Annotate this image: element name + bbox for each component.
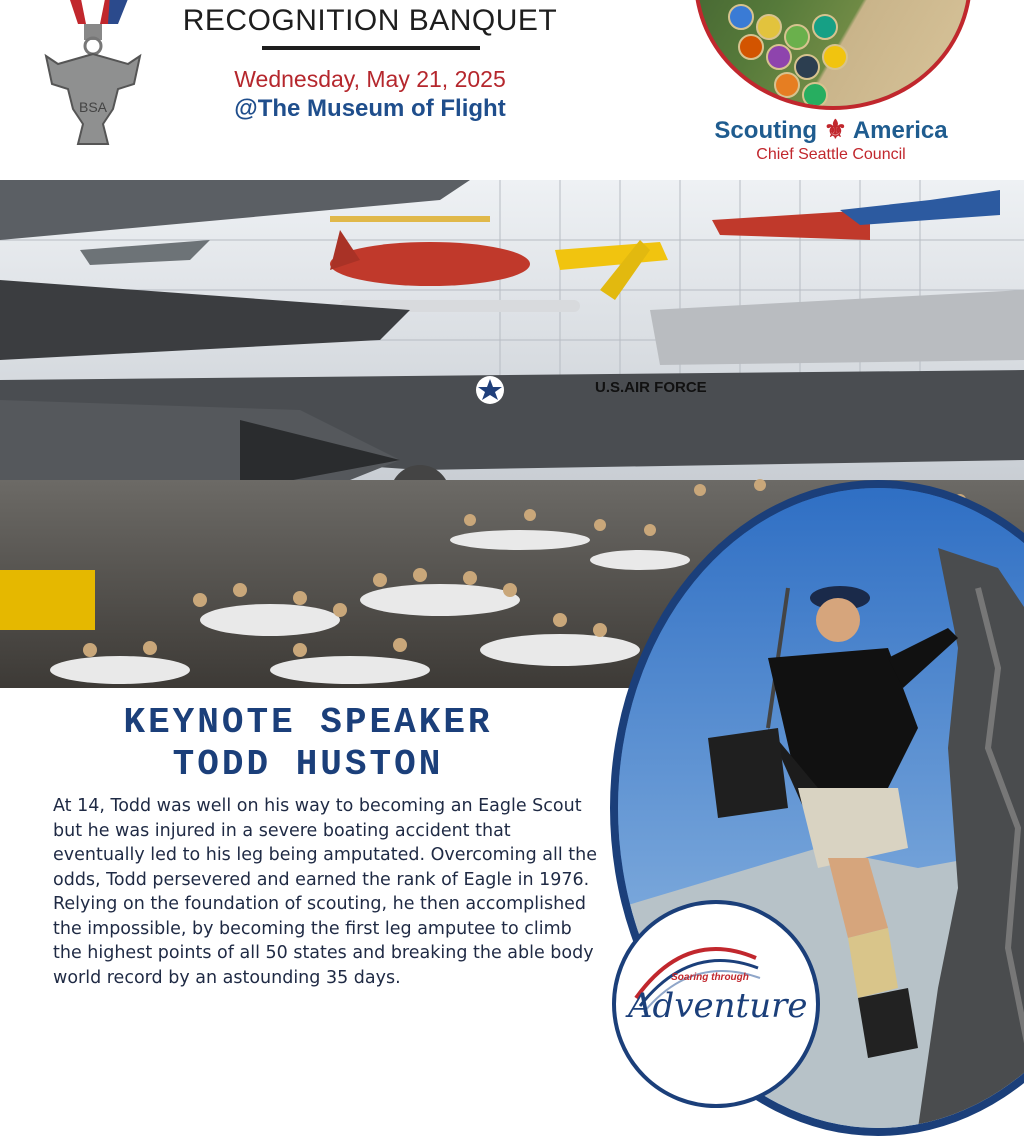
keynote-section [0,688,610,1024]
header [0,0,1024,180]
fleur-de-lis-icon: ⚜ [823,114,848,144]
event-title: RECOGNITION BANQUET [182,4,558,37]
logo-title: Adventure [628,986,808,1026]
speaker-bio: At 14, Todd was well on his way to becoming an Eagle Scout but he was injured in a severe boating accident that eventually led to his leg being amputated. Overcoming all the odds, Todd persevered and earned the rank of Eagle in 1976. Relying on the foundation of scouting, he then accomplished the impossible, by becoming the first leg amputee to climb the highest points of all 50 states and breaking the able body world record by an astounding 35 days. [53,796,598,988]
svg-text:BSA: BSA [78,99,108,115]
speaker-name: TODD HUSTON [172,744,444,785]
logo-tagline: Soaring through [671,972,749,983]
brand-name-left: Scouting [714,117,818,144]
keynote-label: KEYNOTE SPEAKER [123,702,493,743]
air-force-marking: U.S.AIR FORCE [595,379,707,396]
event-venue: @The Museum of Flight [234,95,506,122]
event-date: Wednesday, May 21, 2025 [234,66,506,92]
council-name: Chief Seattle Council [756,146,906,163]
title-divider [262,46,480,50]
eagle-medal-icon [38,0,148,154]
brand-name-right: America [852,117,948,144]
merit-badge-sash-photo [694,0,972,110]
scouting-america-logo [706,114,956,145]
